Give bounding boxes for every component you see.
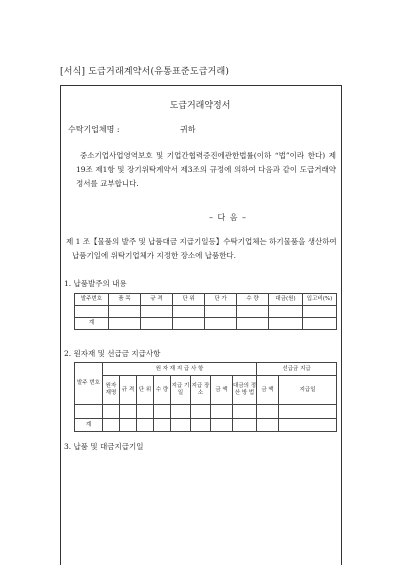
table-total-row xyxy=(75,318,337,330)
col-amount: 금 액 xyxy=(211,376,233,405)
section-3-title: 3. 납품 및 대금지급기일 xyxy=(64,442,144,451)
table-total-row xyxy=(75,419,337,432)
col-spec: 규 격 xyxy=(141,294,173,306)
col-quantity: 수 량 xyxy=(154,376,171,405)
order-details-table xyxy=(74,293,337,330)
raw-material-group-header: 원 자 재 지 급 사 항 xyxy=(103,363,257,376)
intro-paragraph: 중소기업사업영역보호 및 기업간협력증진에관한법률(이하 “법”이라 한다) 제19조 제1항 및 장기위탁계약서 제3조의 규정에 의하여 다음과 같이 도급거래약정서를 교부합니다. xyxy=(76,151,336,188)
advance-payment-group-header: 선급금 지급 xyxy=(257,363,337,376)
table-row xyxy=(75,306,337,318)
col-amount: 대금(원) xyxy=(269,294,303,306)
col-payment-place: 지급 장소 xyxy=(191,376,211,405)
table-header-row xyxy=(75,376,337,405)
col-spec: 규 격 xyxy=(120,376,137,405)
col-payment-date: 지급 기일 xyxy=(171,376,191,405)
col-unit: 단 위 xyxy=(173,294,205,306)
total-label: 계 xyxy=(75,419,103,432)
table-row xyxy=(75,405,337,419)
col-order-no: 발주 번호 xyxy=(75,363,103,405)
section-2-title: 2. 원자재 및 선급금 지급사항 xyxy=(64,349,161,358)
table-group-header-row xyxy=(75,363,337,376)
col-advance-amount: 금 액 xyxy=(257,376,279,405)
col-order-no: 발주번호 xyxy=(75,294,109,306)
article-1: 제 1 조【물품의 발주 및 납품대금 지급기일등】수탁기업체는 하기물품을 생산하여 납품기일에 위탁기업체가 지정한 장소에 납품한다. xyxy=(66,237,337,260)
col-unit: 단 위 xyxy=(137,376,154,405)
col-unit-price: 단 가 xyxy=(205,294,237,306)
total-label: 계 xyxy=(75,318,109,330)
recipient-suffix: 귀하 xyxy=(180,125,196,134)
col-quantity: 수 량 xyxy=(237,294,269,306)
recipient-label: 수탁기업체명 : xyxy=(68,125,120,134)
raw-material-table xyxy=(74,362,337,432)
col-item: 품 목 xyxy=(109,294,141,306)
dagaeum-heading: – 다 음 – xyxy=(208,213,248,222)
section-1-title: 1. 납품발주의 내용 xyxy=(64,279,127,288)
col-receiving-fee: 입고비(%) xyxy=(303,294,337,306)
document-title: 도급거래약정서 xyxy=(169,101,231,111)
table-header-row xyxy=(75,294,337,306)
form-label: [서식] 도급거래계약서(유통표준도급거래) xyxy=(60,67,230,77)
col-settlement-method: 대금의 정 산 방 법 xyxy=(233,376,257,405)
col-material-name: 원자 재명 xyxy=(103,376,120,405)
col-advance-date: 지급일 xyxy=(279,376,337,405)
